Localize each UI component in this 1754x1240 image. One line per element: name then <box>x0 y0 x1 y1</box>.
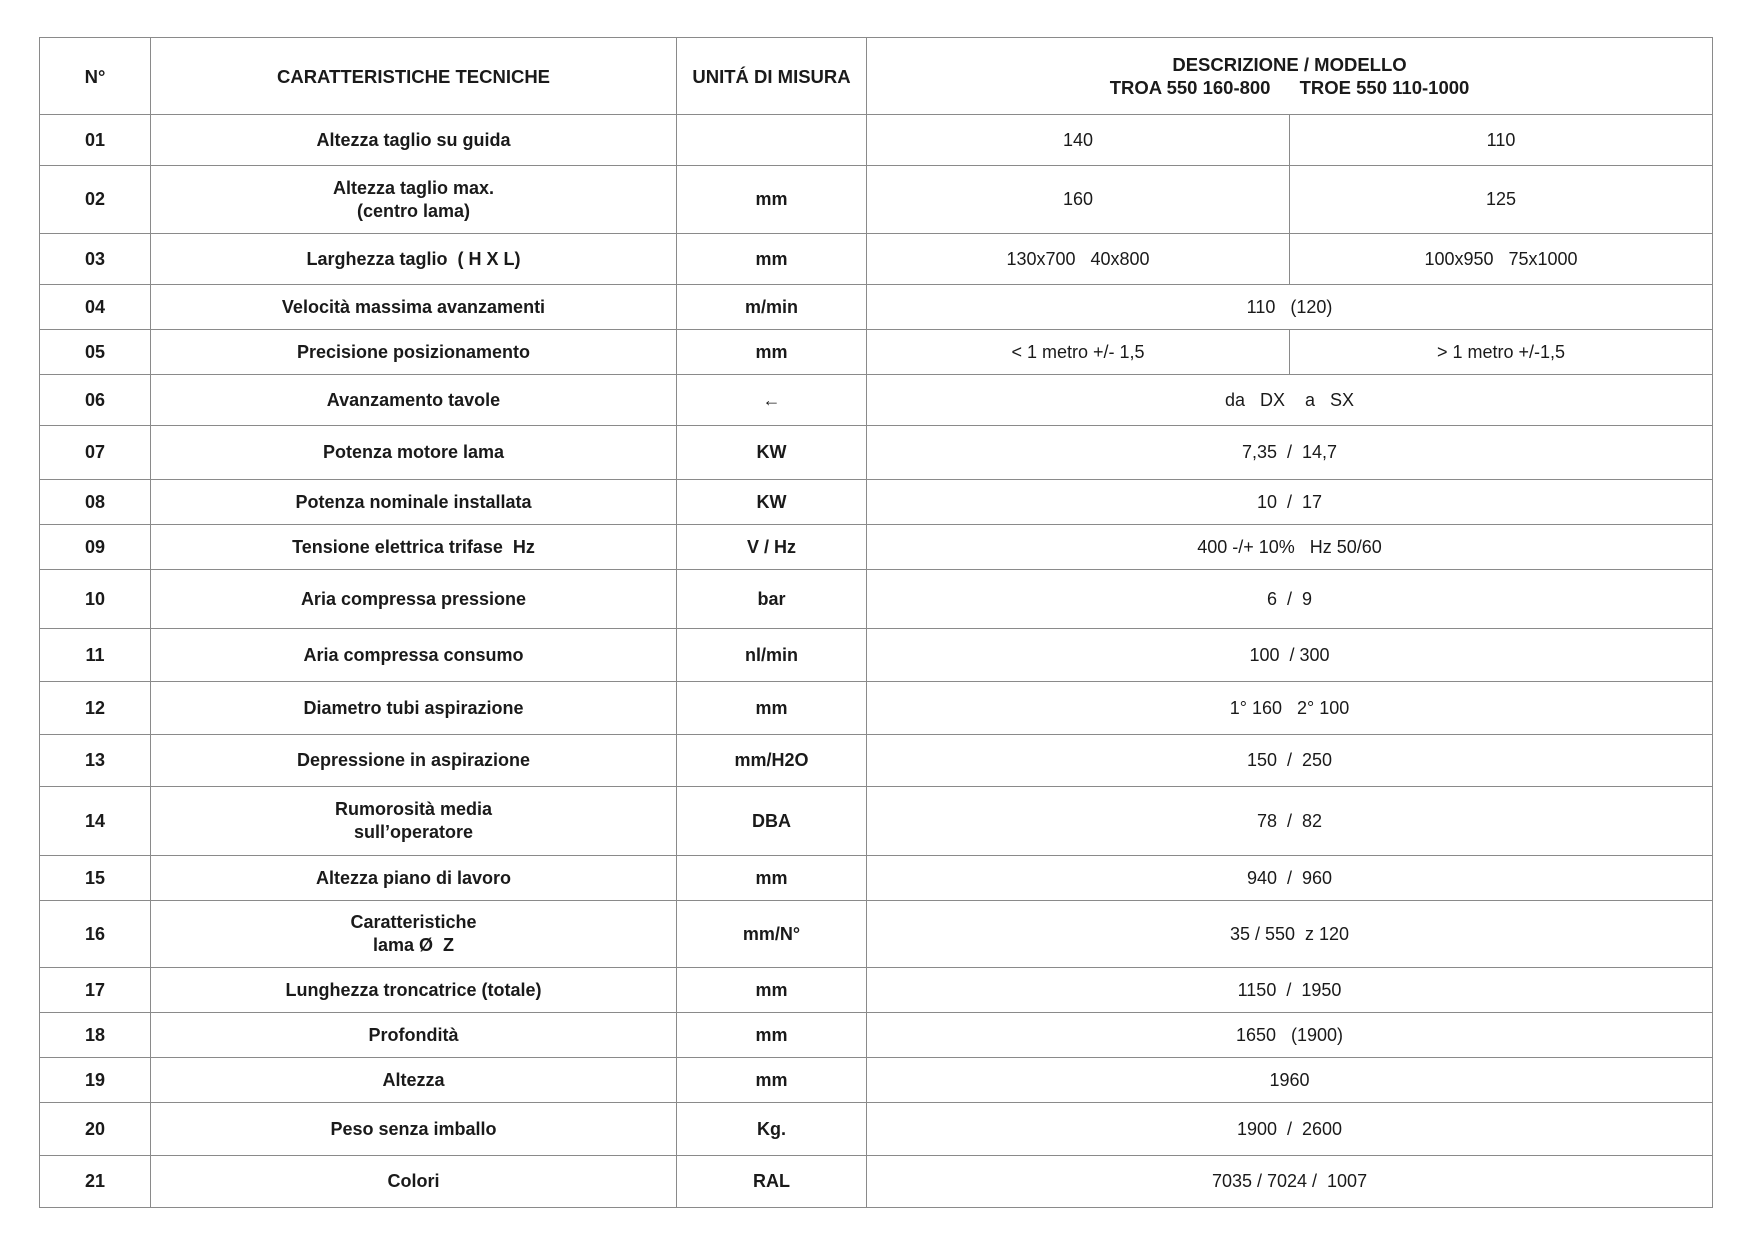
unit-cell: m/min <box>677 285 867 330</box>
table-row <box>40 330 1713 375</box>
unit-cell: mm <box>677 682 867 735</box>
value-shared: 400 -/+ 10% Hz 50/60 <box>867 525 1713 570</box>
feature-cell <box>151 166 677 234</box>
table-row <box>40 285 1713 330</box>
unit-cell: V / Hz <box>677 525 867 570</box>
unit-cell: KW <box>677 480 867 525</box>
table-row <box>40 525 1713 570</box>
value-shared: 6 / 9 <box>867 570 1713 629</box>
unit-cell: mm/N° <box>677 901 867 968</box>
unit-cell: mm <box>677 856 867 901</box>
feature-line: Lunghezza troncatrice (totale) <box>285 979 542 1000</box>
feature-cell <box>151 787 677 856</box>
row-number: 01 <box>40 115 151 166</box>
feature-cell <box>151 682 677 735</box>
value-shared: 1150 / 1950 <box>867 968 1713 1013</box>
value-shared: 1650 (1900) <box>867 1013 1713 1058</box>
value-shared: 7035 / 7024 / 1007 <box>867 1156 1713 1208</box>
feature-cell <box>151 968 677 1013</box>
row-number: 03 <box>40 234 151 285</box>
feature-cell <box>151 115 677 166</box>
unit-cell: mm <box>677 1013 867 1058</box>
value-model-a: 140 <box>867 115 1290 166</box>
header-unit: UNITÁ DI MISURA <box>677 38 867 115</box>
table-row <box>40 968 1713 1013</box>
feature-cell <box>151 285 677 330</box>
feature-line: Altezza piano di lavoro <box>315 867 512 888</box>
row-number: 15 <box>40 856 151 901</box>
row-number: 17 <box>40 968 151 1013</box>
feature-line: Profondità <box>368 1024 459 1045</box>
feature-cell <box>151 525 677 570</box>
feature-cell <box>151 570 677 629</box>
feature-line: Depressione in aspirazione <box>296 750 531 770</box>
row-number: 12 <box>40 682 151 735</box>
value-shared: 150 / 250 <box>867 735 1713 787</box>
value-model-a: 130x700 40x800 <box>867 234 1290 285</box>
feature-line: Potenza motore lama <box>322 442 505 462</box>
row-number: 19 <box>40 1058 151 1103</box>
unit-cell: mm <box>677 234 867 285</box>
row-number: 18 <box>40 1013 151 1058</box>
value-shared: 1° 160 2° 100 <box>867 682 1713 735</box>
value-shared: 940 / 960 <box>867 856 1713 901</box>
value-shared: 35 / 550 z 120 <box>867 901 1713 968</box>
row-number: 06 <box>40 375 151 426</box>
unit-cell: mm <box>677 968 867 1013</box>
table-row <box>40 375 1713 426</box>
feature-cell <box>151 629 677 682</box>
table-row <box>40 426 1713 480</box>
header-num: N° <box>40 38 151 115</box>
unit-cell: DBA <box>677 787 867 856</box>
table-row <box>40 1058 1713 1103</box>
value-shared: 1900 / 2600 <box>867 1103 1713 1156</box>
feature-cell <box>151 480 677 525</box>
value-shared: 1960 <box>867 1058 1713 1103</box>
unit-cell: mm <box>677 166 867 234</box>
row-number: 21 <box>40 1156 151 1208</box>
unit-cell: bar <box>677 570 867 629</box>
feature-cell <box>151 1103 677 1156</box>
row-number: 20 <box>40 1103 151 1156</box>
header-row <box>40 38 1713 115</box>
feature-cell <box>151 375 677 426</box>
unit-cell <box>677 115 867 166</box>
table-row <box>40 1013 1713 1058</box>
spec-table <box>39 37 1713 1208</box>
value-model-b: > 1 metro +/-1,5 <box>1290 330 1713 375</box>
feature-line: Caratteristiche <box>350 912 477 932</box>
value-shared: da DX a SX <box>867 375 1713 426</box>
unit-cell: mm <box>677 330 867 375</box>
row-number: 11 <box>40 629 151 682</box>
feature-line: Larghezza taglio ( H X L) <box>306 248 521 269</box>
model-a-label: TROA 550 160-800 <box>1109 77 1271 98</box>
table-row <box>40 629 1713 682</box>
row-number: 04 <box>40 285 151 330</box>
value-model-a: < 1 metro +/- 1,5 <box>867 330 1290 375</box>
value-model-b: 100x950 75x1000 <box>1290 234 1713 285</box>
unit-cell: mm/H2O <box>677 735 867 787</box>
table-row <box>40 480 1713 525</box>
value-model-a: 160 <box>867 166 1290 234</box>
table-row <box>40 166 1713 234</box>
row-number: 16 <box>40 901 151 968</box>
feature-line: Avanzamento tavole <box>326 389 501 410</box>
row-number: 10 <box>40 570 151 629</box>
row-number: 02 <box>40 166 151 234</box>
feature-cell <box>151 426 677 480</box>
spec-body <box>40 115 1713 1208</box>
unit-cell: mm <box>677 1058 867 1103</box>
feature-cell <box>151 901 677 968</box>
feature-cell <box>151 735 677 787</box>
feature-cell <box>151 1058 677 1103</box>
feature-line: lama Ø Z <box>372 935 455 955</box>
header-models <box>873 76 1706 99</box>
value-shared: 110 (120) <box>867 285 1713 330</box>
feature-cell <box>151 1156 677 1208</box>
table-row <box>40 570 1713 629</box>
unit-cell: KW <box>677 426 867 480</box>
row-number: 08 <box>40 480 151 525</box>
unit-cell: nl/min <box>677 629 867 682</box>
table-row <box>40 901 1713 968</box>
table-row <box>40 787 1713 856</box>
feature-line: Potenza nominale installata <box>295 491 532 512</box>
value-shared: 10 / 17 <box>867 480 1713 525</box>
feature-line: Diametro tubi aspirazione <box>303 697 524 718</box>
model-b-label: TROE 550 110-1000 <box>1299 77 1470 98</box>
feature-line: Rumorosità media <box>334 799 493 819</box>
feature-line: Peso senza imballo <box>330 1118 497 1139</box>
table-row <box>40 682 1713 735</box>
table-row <box>40 234 1713 285</box>
feature-line: Aria compressa consumo <box>303 644 524 665</box>
row-number: 13 <box>40 735 151 787</box>
feature-line: Colori <box>387 1171 440 1191</box>
feature-cell <box>151 234 677 285</box>
table-row <box>40 1103 1713 1156</box>
value-model-b: 110 <box>1290 115 1713 166</box>
header-features: CARATTERISTICHE TECNICHE <box>151 38 677 115</box>
feature-line: Altezza taglio max. <box>332 177 495 198</box>
feature-line: (centro lama) <box>356 200 471 221</box>
table-row <box>40 735 1713 787</box>
table-row <box>40 856 1713 901</box>
row-number: 05 <box>40 330 151 375</box>
feature-line: Aria compressa pressione <box>300 588 527 609</box>
value-shared: 78 / 82 <box>867 787 1713 856</box>
feature-line: Altezza <box>382 1069 445 1090</box>
feature-cell <box>151 1013 677 1058</box>
unit-cell: Kg. <box>677 1103 867 1156</box>
table-row <box>40 1156 1713 1208</box>
feature-cell <box>151 856 677 901</box>
value-shared: 7,35 / 14,7 <box>867 426 1713 480</box>
unit-cell: ← <box>677 375 867 426</box>
unit-cell: RAL <box>677 1156 867 1208</box>
row-number: 14 <box>40 787 151 856</box>
feature-line: sull’operatore <box>353 822 474 842</box>
feature-line: Tensione elettrica trifase Hz <box>292 536 535 557</box>
row-number: 07 <box>40 426 151 480</box>
feature-line: Altezza taglio su guida <box>316 129 511 150</box>
row-number: 09 <box>40 525 151 570</box>
feature-cell <box>151 330 677 375</box>
value-shared: 100 / 300 <box>867 629 1713 682</box>
header-description-label: DESCRIZIONE / MODELLO <box>1172 54 1407 75</box>
feature-line: Velocità massima avanzamenti <box>281 296 546 317</box>
feature-line: Precisione posizionamento <box>296 341 531 362</box>
header-description <box>867 38 1713 115</box>
value-model-b: 125 <box>1290 166 1713 234</box>
table-row <box>40 115 1713 166</box>
